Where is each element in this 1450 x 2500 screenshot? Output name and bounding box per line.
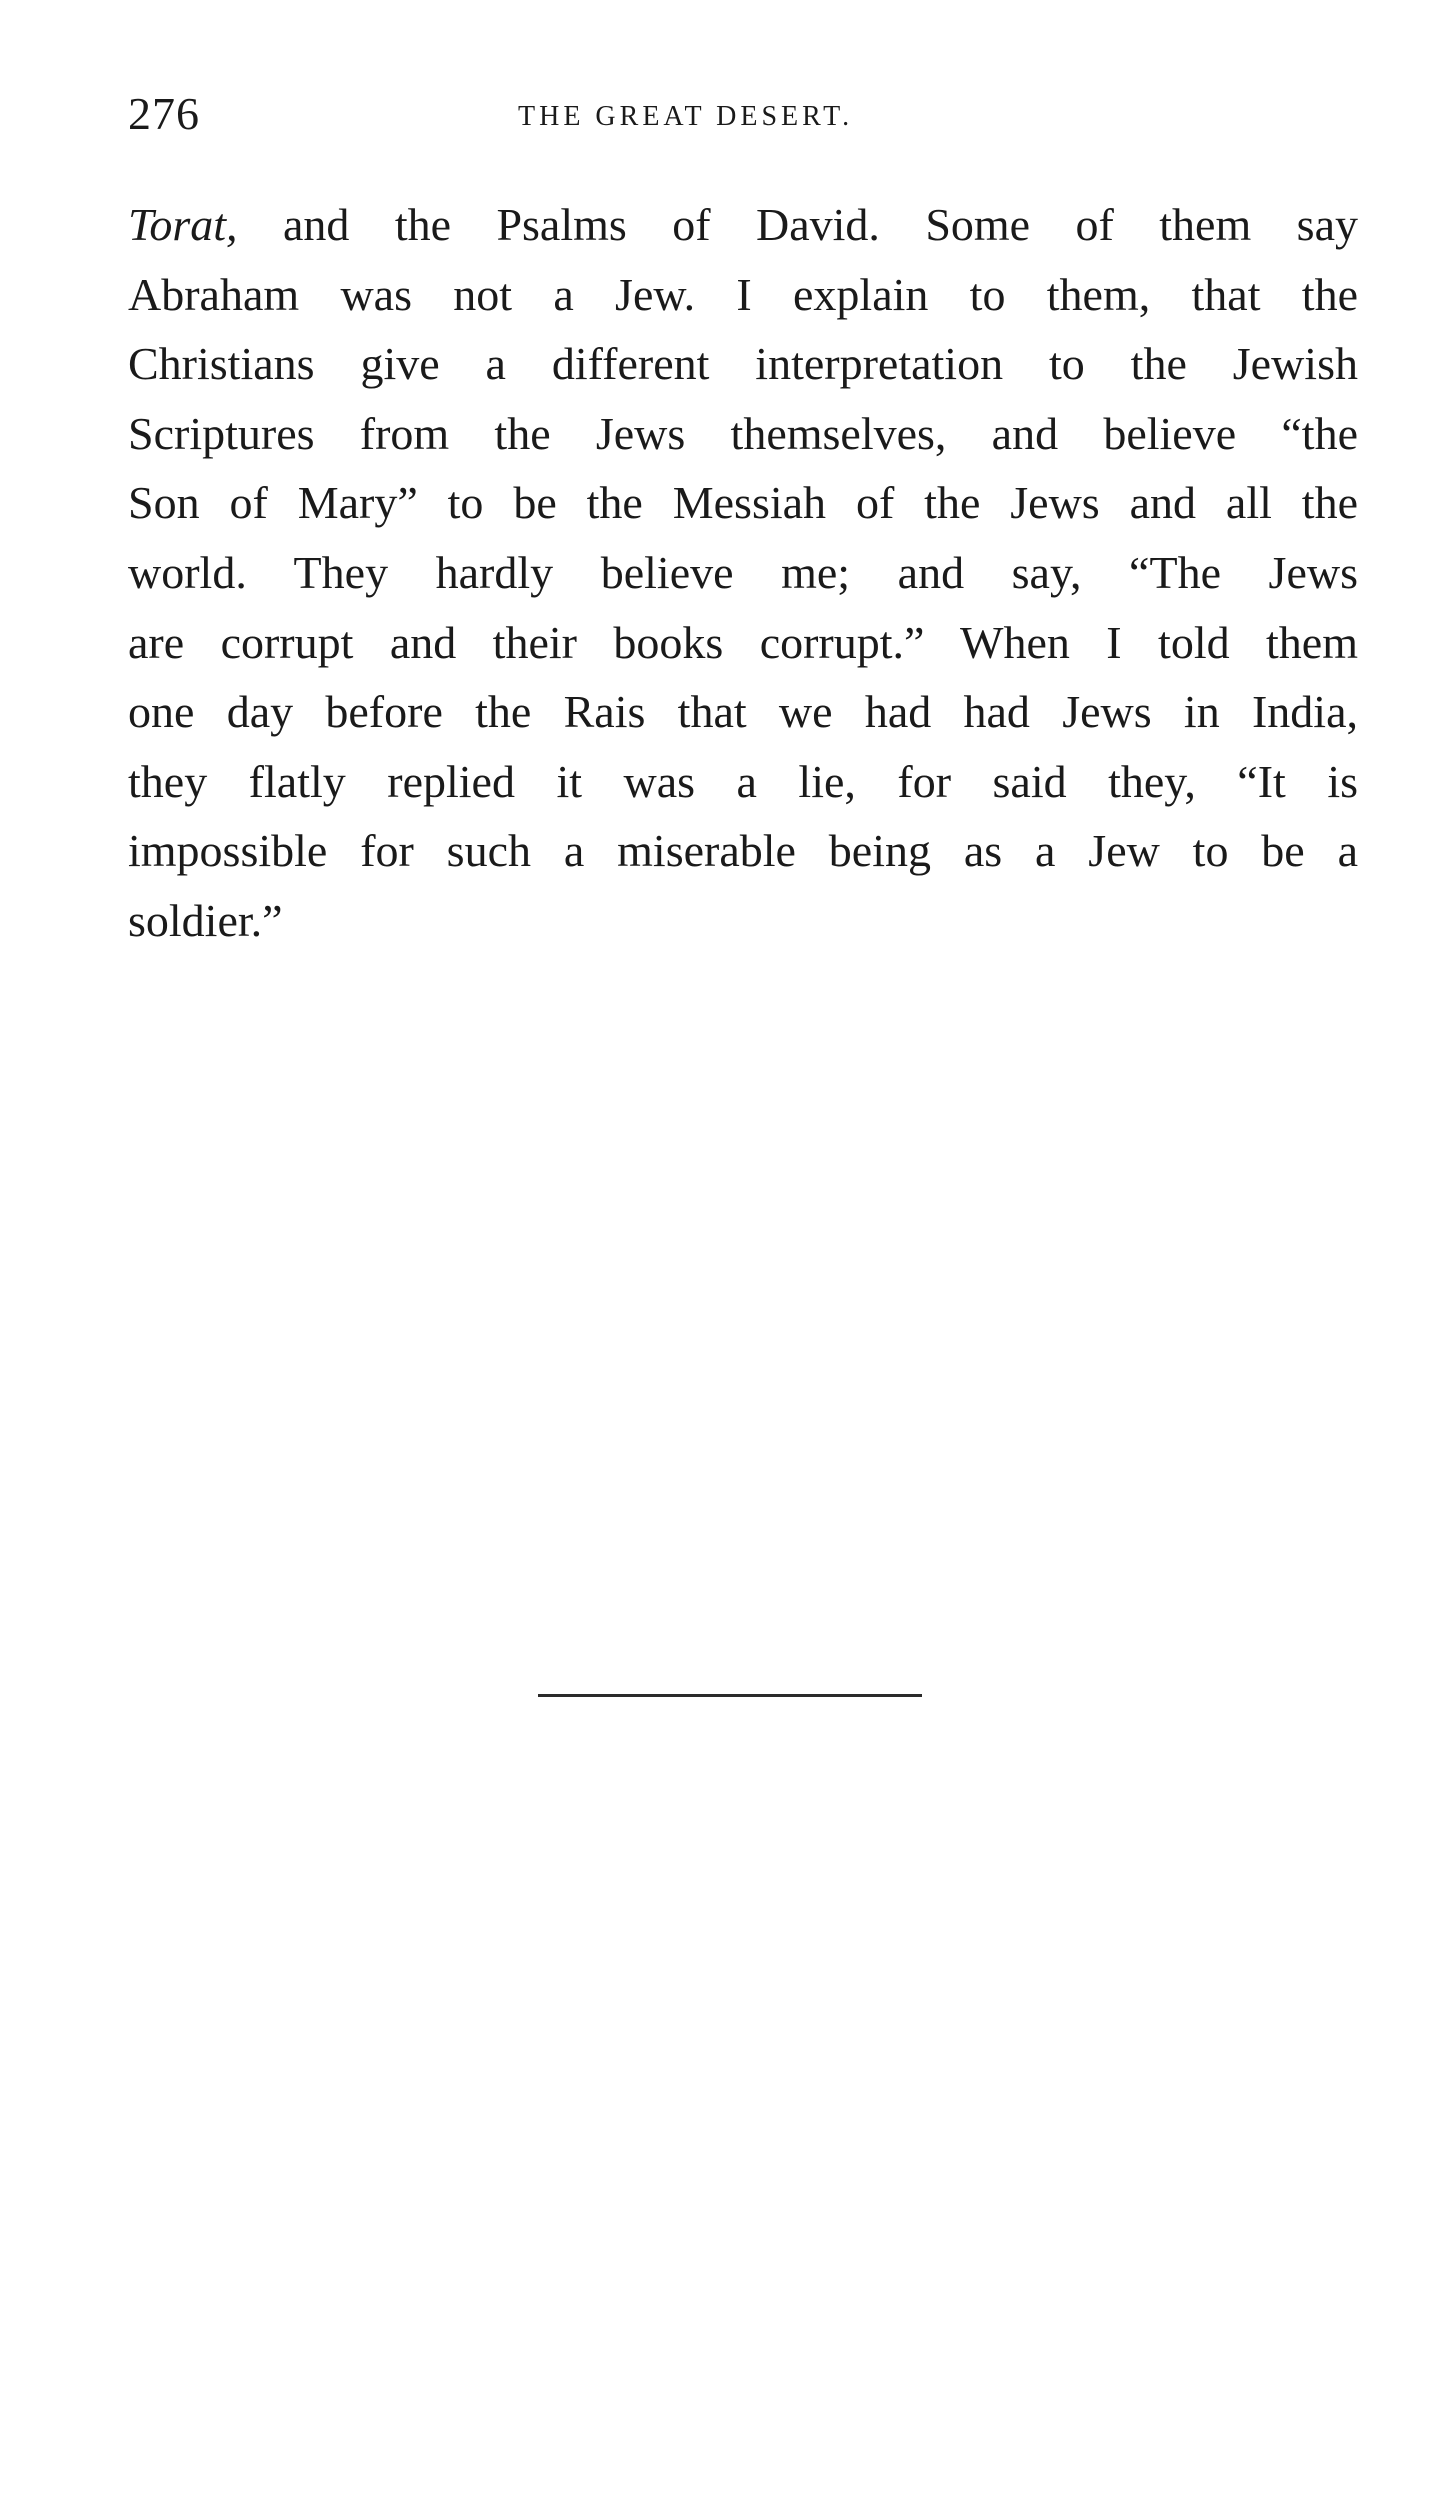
text-line: Scriptures from the Jews themselves, and believe “the [128,407,1358,459]
text-line: Christians give a different interpretation to the Jewish [128,338,1358,390]
text-line: one day before the Rais that we had had Jews in India, [128,686,1358,738]
text-line: Son of Mary” to be the Messiah of the Jews and all the [128,477,1358,529]
text-line: are corrupt and their books corrupt.” When I told them [128,616,1358,668]
text-line: soldier.” [128,894,283,946]
text-line-rest: and the Psalms of David. Some of them say [237,199,1358,250]
italic-word: Torat, [128,199,238,250]
text-line: Abraham was not a Jew. I explain to them, that the [128,268,1358,320]
running-head [128,84,1358,144]
body-text [128,190,1358,956]
page-number: 276 [128,88,200,139]
running-title: THE GREAT DESERT. [518,101,854,132]
text-line: world. They hardly believe me; and say, “The Jews [128,546,1358,598]
text-line: impossible for such a miserable being as a Jew to be a [128,825,1358,877]
text-line [128,190,1358,260]
text-line: they flatly replied it was a lie, for said they, “It is [128,755,1358,807]
chapter-end-rule [538,1694,922,1697]
